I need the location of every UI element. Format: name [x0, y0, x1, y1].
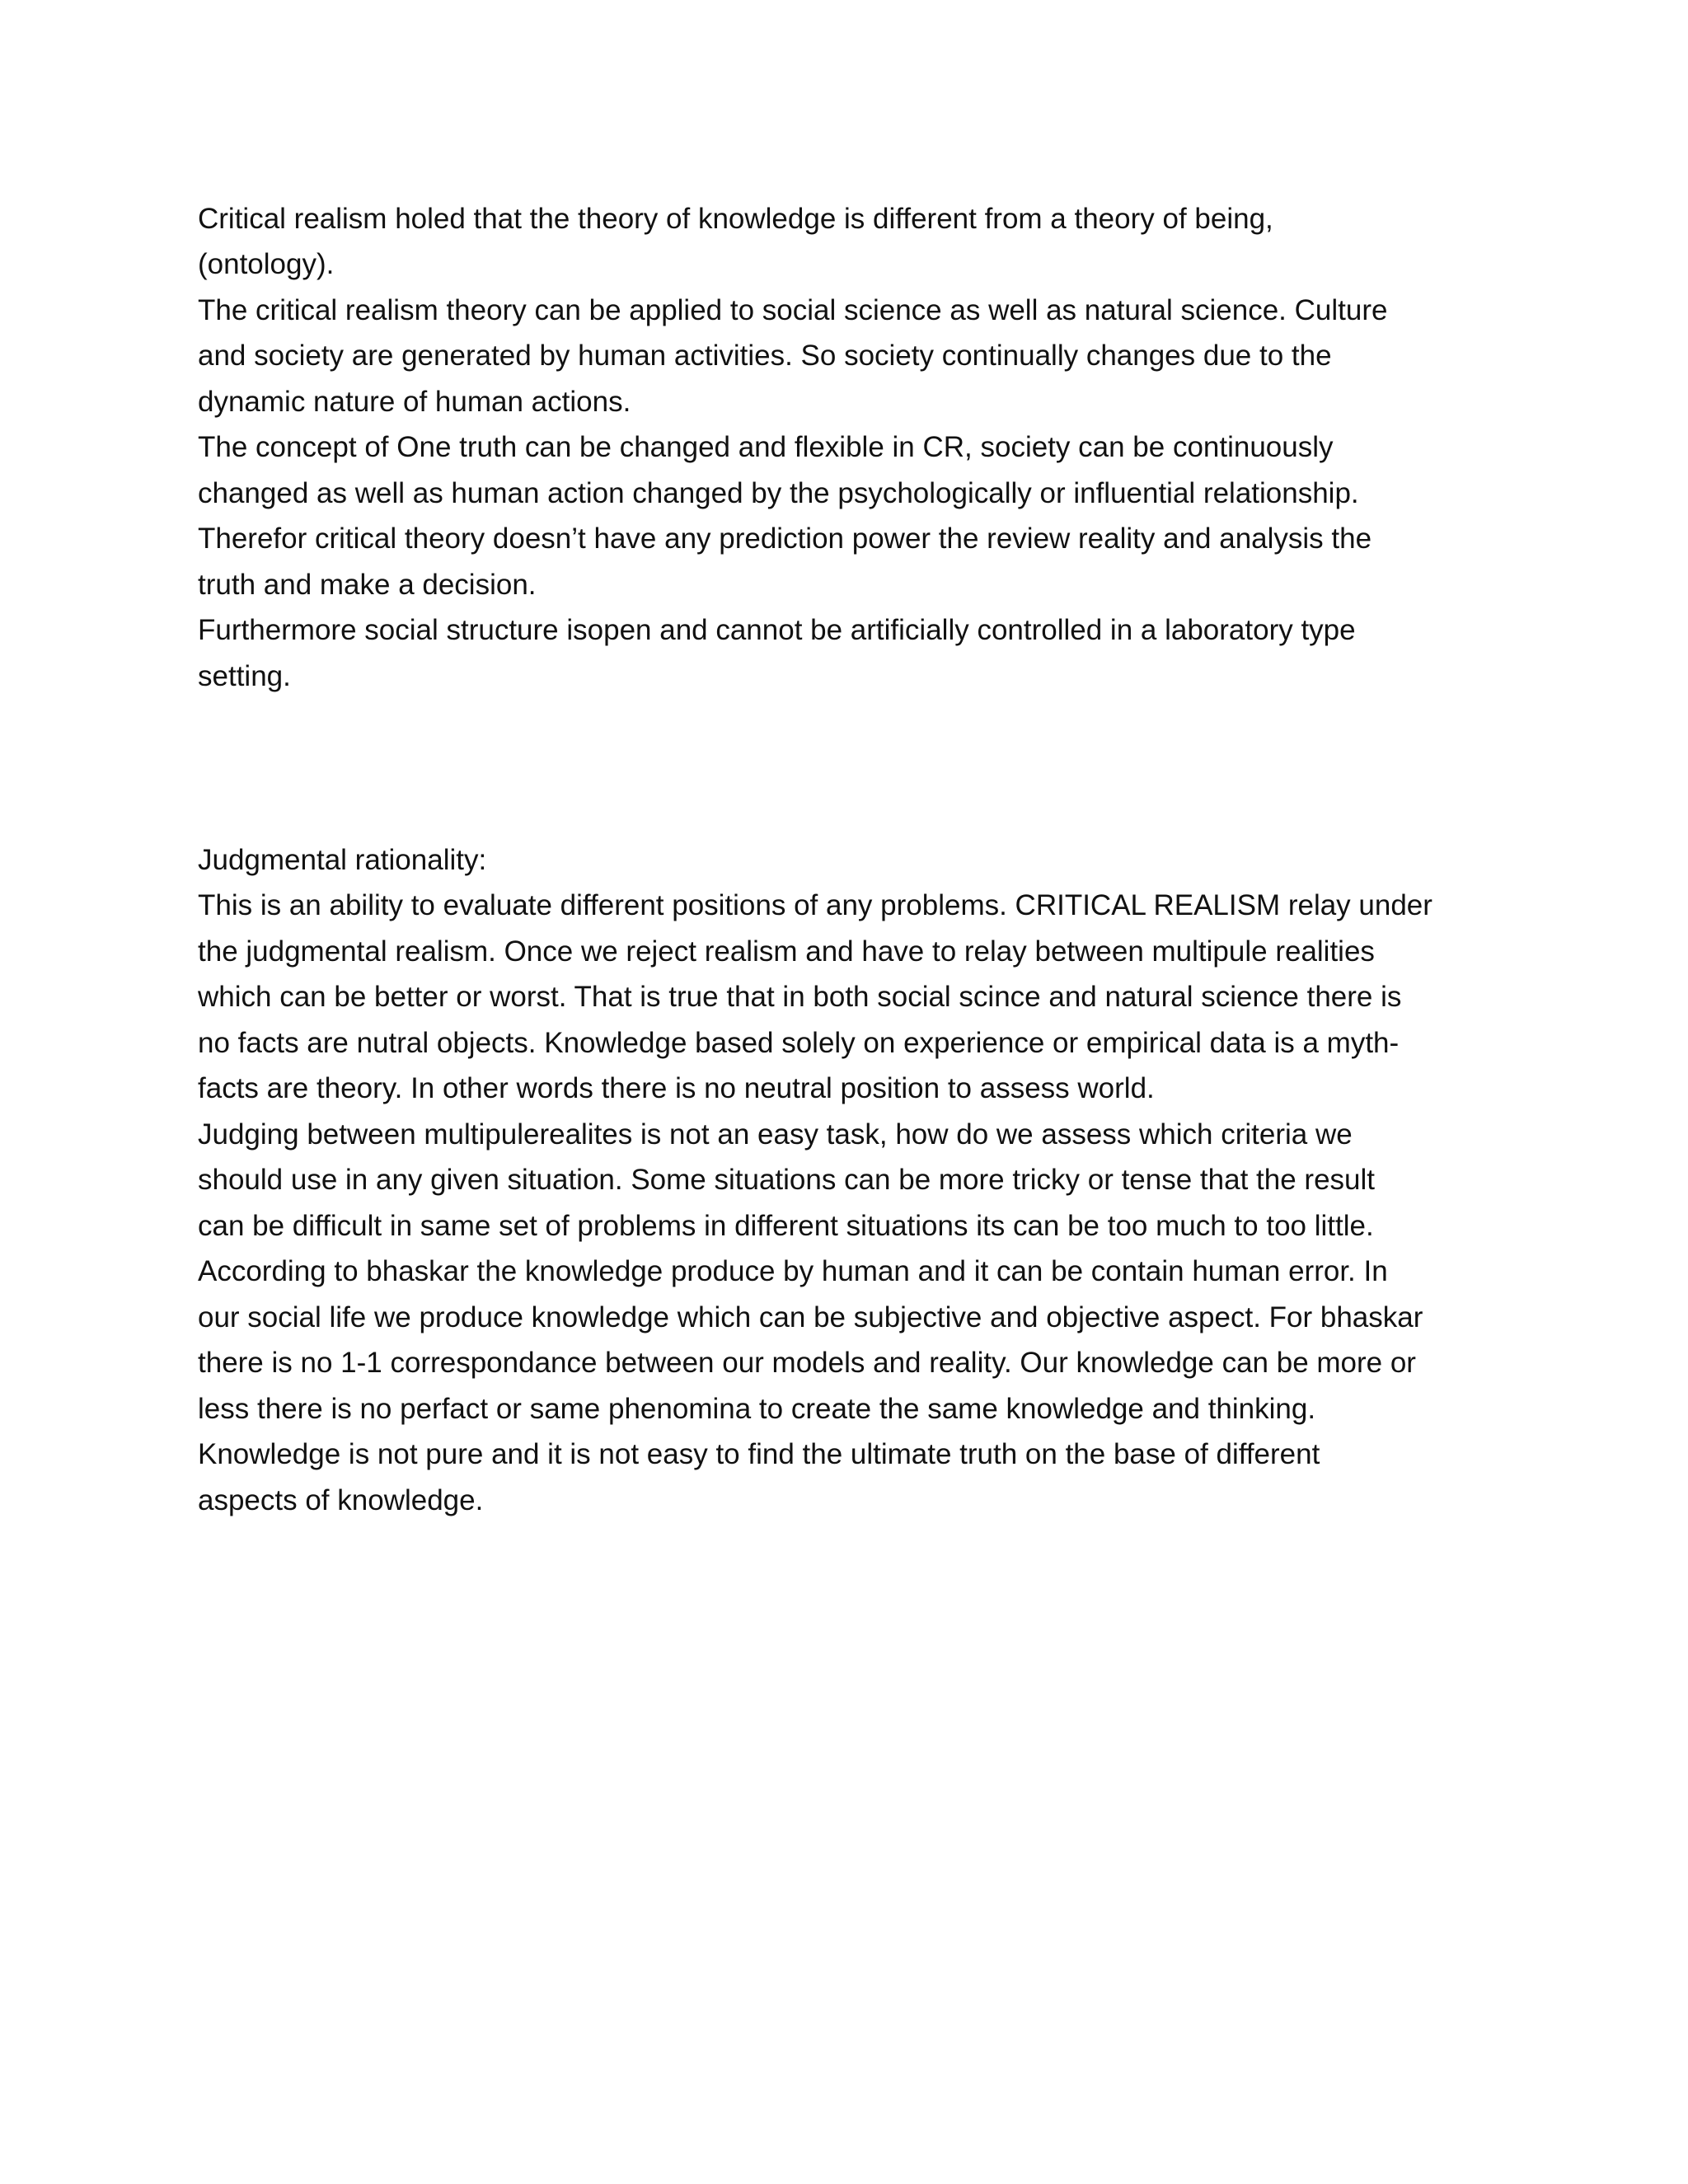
text-line: setting.: [198, 660, 291, 692]
text-line: Knowledge is not pure and it is not easy to find the ultimate truth on the base of different: [198, 1438, 1320, 1470]
text-line: our social life we produce knowledge which can be subjective and objective aspect. For bhaskar: [198, 1301, 1423, 1333]
text-line: which can be better or worst. That is true that in both social scince and natural science there is: [198, 981, 1402, 1013]
text-line: the judgmental realism. Once we reject realism and have to relay between multipule realities: [198, 935, 1375, 968]
text-line: aspects of knowledge.: [198, 1484, 484, 1516]
text-line: there is no 1-1 correspondance between our models and reality. Our knowledge can be more or: [198, 1347, 1416, 1379]
text-line: should use in any given situation. Some situations can be more tricky or tense that the result: [198, 1164, 1375, 1196]
text-line: The concept of One truth can be changed and flexible in CR, society can be continuously: [198, 431, 1334, 463]
text-line: The critical realism theory can be applied to social science as well as natural science. Culture: [198, 294, 1388, 326]
text-line: facts are theory. In other words there is no neutral position to assess world.: [198, 1072, 1155, 1104]
text-line: Furthermore social structure isopen and cannot be artificially controlled in a laboratory type: [198, 614, 1356, 646]
text-line: changed as well as human action changed by the psychologically or influential relationship.: [198, 477, 1359, 509]
text-line: Judging between multipulerealites is not an easy task, how do we assess which criteria we: [198, 1118, 1353, 1151]
text-line: Critical realism holed that the theory of knowledge is different from a theory of being,: [198, 203, 1273, 235]
text-line: This is an ability to evaluate different positions of any problems. CRITICAL REALISM relay under: [198, 889, 1432, 921]
text-line: no facts are nutral objects. Knowledge based solely on experience or empirical data is a myth-: [198, 1027, 1400, 1059]
text-line: Therefor critical theory doesn’t have any prediction power the review reality and analysis the: [198, 523, 1372, 555]
section-heading: Judgmental rationality:: [198, 844, 487, 876]
text-line: less there is no perfact or same phenomina to create the same knowledge and thinking.: [198, 1393, 1316, 1425]
text-line: According to bhaskar the knowledge produce by human and it can be contain human error. In: [198, 1255, 1388, 1287]
text-line: can be difficult in same set of problems in different situations its can be too much to too little.: [198, 1210, 1374, 1242]
text-line: dynamic nature of human actions.: [198, 386, 631, 418]
text-line: and society are generated by human activities. So society continually changes due to the: [198, 340, 1332, 372]
text-line: (ontology).: [198, 248, 335, 280]
text-line: truth and make a decision.: [198, 569, 537, 601]
